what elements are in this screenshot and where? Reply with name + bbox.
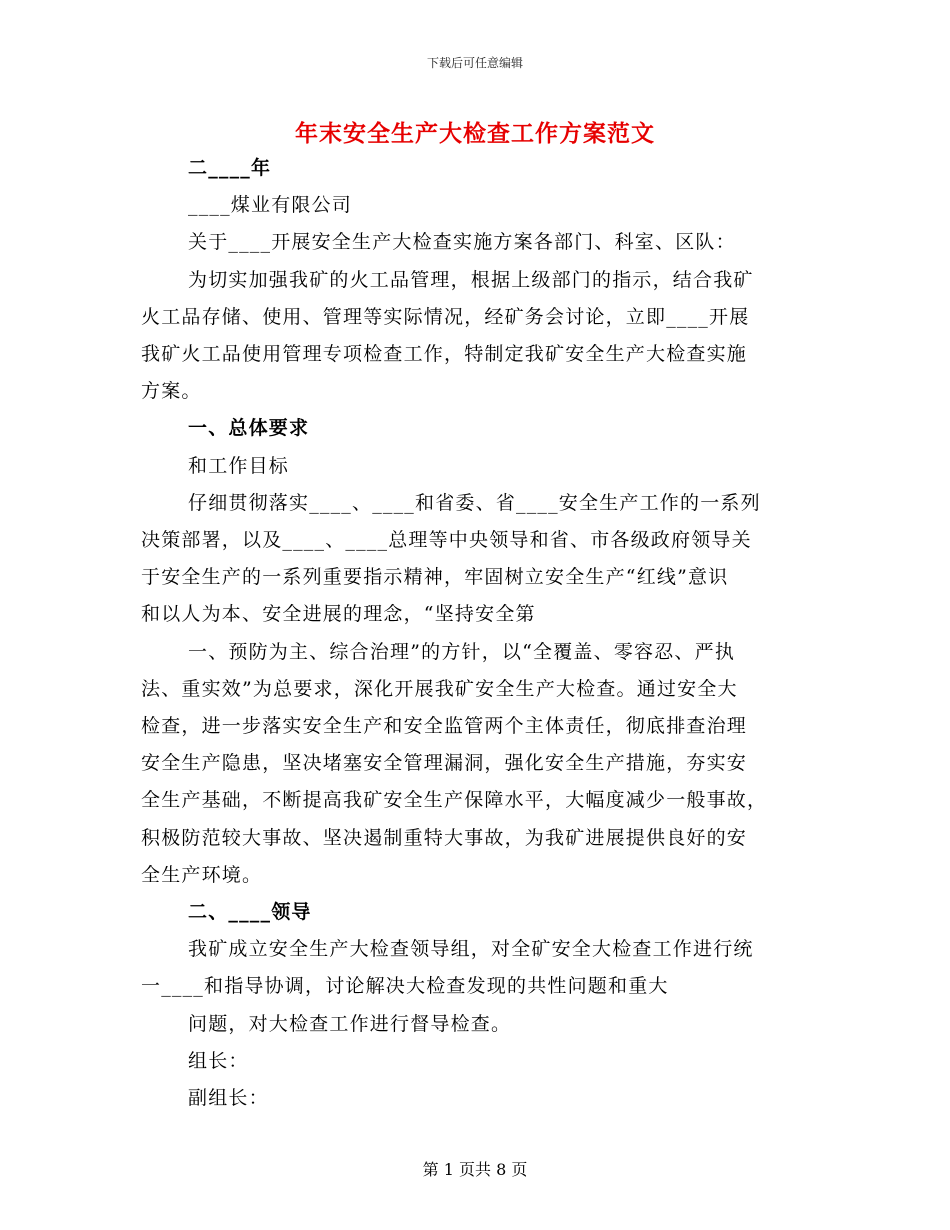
section-heading: 二、____领导 bbox=[188, 901, 312, 924]
date-line: 二____年 bbox=[188, 157, 272, 179]
paragraph-line: 全生产环境。 bbox=[141, 863, 263, 886]
page-header: 下载后可任意编辑 bbox=[426, 56, 523, 70]
paragraph-line: 我矿成立安全生产大检查领导组，对全矿安全大检查工作进行统 bbox=[188, 938, 754, 961]
paragraph-line: 决策部署，以及____、____总理等中央领导和省、市各级政府领导关 bbox=[141, 529, 752, 552]
paragraph-line: 方案。 bbox=[141, 380, 202, 403]
paragraph-line: 我矿火工品使用管理专项检查工作，特制定我矿安全生产大检查实施 bbox=[141, 343, 748, 366]
paragraph-line: 一____和指导协调，讨论解决大检查发现的共性问题和重大 bbox=[141, 975, 669, 998]
paragraph-line: 全生产基础，不断提高我矿安全生产保障水平，大幅度减少一般事故， bbox=[141, 789, 768, 812]
paragraph-line: 一、预防为主、综合治理”的方针，以“全覆盖、零容忍、严执 bbox=[188, 640, 736, 663]
document-title: 年末安全生产大检查工作方案范文 bbox=[295, 120, 655, 147]
paragraph-line: 法、重实效”为总要求，深化开展我矿安全生产大检查。通过安全大 bbox=[141, 677, 738, 700]
paragraph-line: 积极防范较大事故、坚决遏制重特大事故，为我矿进展提供良好的安 bbox=[141, 826, 748, 849]
leader-label: 组长： bbox=[188, 1049, 249, 1072]
section-heading: 一、总体要求 bbox=[188, 417, 310, 440]
paragraph-line: 为切实加强我矿的火工品管理，根据上级部门的指示，结合我矿 bbox=[188, 268, 754, 291]
paragraph-line: 于安全生产的一系列重要指示精神，牢固树立安全生产“红线”意识 bbox=[141, 566, 729, 589]
deputy-leader-label: 副组长： bbox=[188, 1087, 269, 1110]
paragraph-line: 和工作目标 bbox=[188, 454, 290, 477]
paragraph-line: 和以人为本、安全进展的理念，“坚持安全第 bbox=[141, 603, 536, 626]
paragraph-line: 问题，对大检查工作进行督导检查。 bbox=[188, 1012, 512, 1035]
paragraph-line: 仔细贯彻落实____、____和省委、省____安全生产工作的一系列 bbox=[188, 491, 761, 514]
paragraph-line: 检查，进一步落实安全生产和安全监管两个主体责任，彻底排查治理 bbox=[141, 715, 748, 738]
page-footer: 第 1 页共 8 页 bbox=[422, 1160, 528, 1179]
document-body bbox=[141, 150, 811, 1117]
notice-heading: 关于____开展安全生产大检查实施方案各部门、科室、区队： bbox=[188, 231, 736, 254]
paragraph-line: 火工品存储、使用、管理等实际情况，经矿务会讨论，立即____开展 bbox=[141, 305, 750, 328]
company-name: ____煤业有限公司 bbox=[188, 194, 353, 217]
paragraph-line: 安全生产隐患，坚决堵塞安全管理漏洞，强化安全生产措施，夯实安 bbox=[141, 752, 748, 775]
